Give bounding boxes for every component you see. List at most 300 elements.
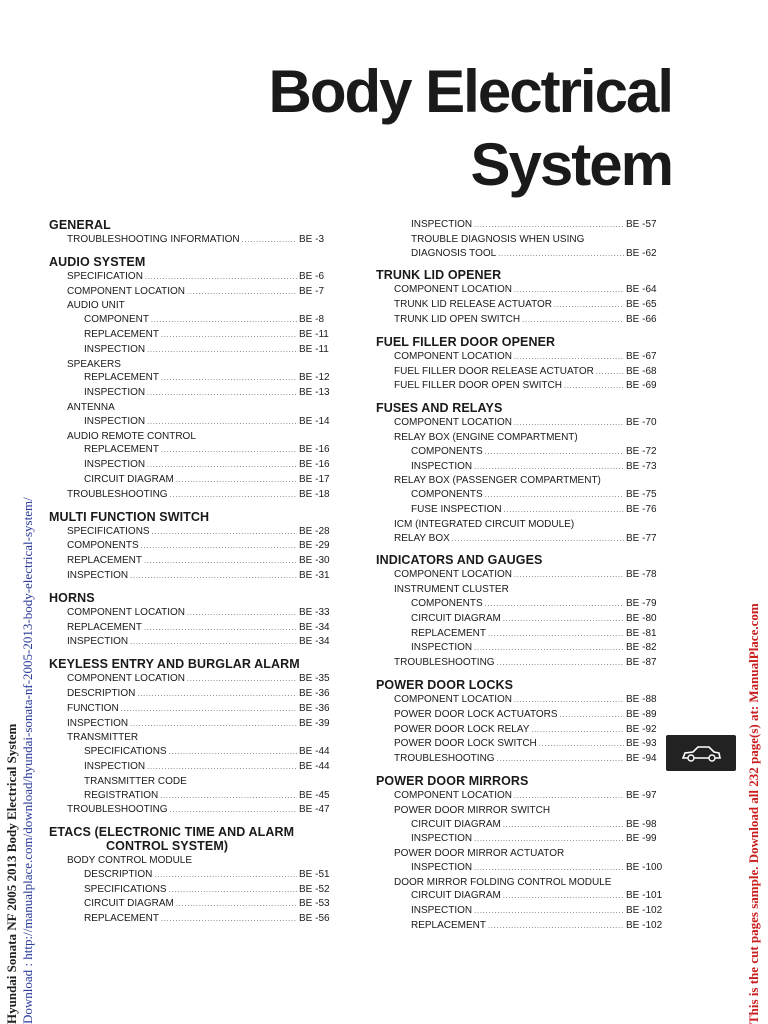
toc-left-column <box>47 218 339 927</box>
section-heading-text: POWER DOOR LOCKS <box>376 677 514 692</box>
toc-entry[interactable] <box>47 897 339 912</box>
dot-leader <box>176 473 297 488</box>
toc-entry[interactable] <box>374 693 666 708</box>
dot-leader <box>560 708 624 723</box>
toc-entry-page: BE -75 <box>626 489 657 501</box>
section-heading-text: ETACS (ELECTRONIC TIME AND ALARM <box>49 825 295 840</box>
toc-entry-label: TROUBLESHOOTING <box>394 657 495 669</box>
toc-entry[interactable] <box>47 621 339 636</box>
dot-leader <box>145 270 297 285</box>
section-heading <box>49 825 339 853</box>
toc-entry-label: COMPONENT LOCATION <box>67 606 185 618</box>
toc-entry[interactable] <box>374 283 666 298</box>
toc-entry-page: BE -65 <box>626 299 657 311</box>
toc-entry[interactable] <box>374 889 666 904</box>
toc-entry-label: COMPONENTS <box>411 489 483 501</box>
toc-entry[interactable] <box>47 717 339 732</box>
toc-entry[interactable] <box>47 883 339 898</box>
toc-entry[interactable] <box>47 386 339 401</box>
dot-leader <box>154 868 297 883</box>
toc-entry-label: DESCRIPTION <box>67 687 136 699</box>
toc-entry-page: BE -64 <box>626 284 657 296</box>
section-heading-text: TRUNK LID OPENER <box>376 268 502 283</box>
toc-entry[interactable] <box>374 737 666 752</box>
toc-subheading: TRANSMITTER <box>67 732 139 744</box>
section-heading <box>49 218 339 232</box>
section-heading-text: POWER DOOR MIRRORS <box>376 773 529 788</box>
dot-leader <box>531 723 624 738</box>
dot-leader <box>160 789 297 804</box>
dot-leader <box>452 532 624 547</box>
section-heading <box>376 335 666 349</box>
toc-entry-page: BE -88 <box>626 693 657 705</box>
toc-entry-label: INSPECTION <box>84 387 146 399</box>
dot-leader <box>539 737 624 752</box>
section-heading <box>49 255 339 269</box>
toc-entry-page: BE -36 <box>299 702 330 714</box>
toc-entry-label: CIRCUIT DIAGRAM <box>411 890 501 902</box>
dot-leader <box>130 635 297 650</box>
toc-subheading: INSTRUMENT CLUSTER <box>394 584 509 596</box>
section-heading-text: MULTI FUNCTION SWITCH <box>49 509 210 524</box>
toc-entry[interactable] <box>47 687 339 702</box>
section-heading <box>49 591 339 605</box>
toc-entry-page: BE -17 <box>299 473 330 485</box>
toc-entry-label: FUEL FILLER DOOR RELEASE ACTUATOR <box>394 365 594 377</box>
toc-entry[interactable] <box>47 745 339 760</box>
toc-entry-label: SPECIFICATION <box>67 270 143 282</box>
toc-entry-label: TROUBLESHOOTING <box>67 804 168 816</box>
toc-entry[interactable] <box>374 656 666 671</box>
dot-leader <box>147 386 297 401</box>
toc-entry[interactable] <box>47 554 339 569</box>
toc-entry[interactable] <box>47 868 339 883</box>
toc-entry-page: BE -66 <box>626 313 657 325</box>
toc-entry-label: COMPONENTS <box>67 540 139 552</box>
toc-entry[interactable] <box>47 371 339 386</box>
toc-entry-page: BE -62 <box>626 247 657 259</box>
toc-entry[interactable] <box>374 365 666 380</box>
toc-entry[interactable] <box>374 298 666 313</box>
dot-leader <box>485 597 624 612</box>
toc-subheading: SPEAKERS <box>67 358 121 370</box>
toc-entry-label: FUNCTION <box>67 702 119 714</box>
toc-entry[interactable] <box>47 458 339 473</box>
toc-entry-page: BE -34 <box>299 621 330 633</box>
toc-entry[interactable] <box>374 568 666 583</box>
section-heading-text: FUSES AND RELAYS <box>376 401 503 416</box>
toc-entry-page: BE -29 <box>299 540 330 552</box>
toc-entry[interactable] <box>374 445 666 460</box>
toc-entry-page: BE -35 <box>299 673 330 685</box>
toc-entry[interactable] <box>374 247 666 262</box>
dot-leader <box>503 818 624 833</box>
toc-entry-page: BE -102 <box>626 920 663 932</box>
toc-entry-page: BE -18 <box>299 488 330 500</box>
dot-leader <box>596 365 624 380</box>
toc-entry[interactable] <box>47 803 339 818</box>
toc-entry-page: BE -12 <box>299 372 330 384</box>
section-heading <box>376 678 666 692</box>
toc-entry[interactable] <box>374 416 666 431</box>
toc-entry-label: COMPONENT LOCATION <box>67 673 185 685</box>
section-heading <box>49 657 339 671</box>
toc-entry-label: REPLACEMENT <box>411 920 487 932</box>
page-title-line1: Body Electrical <box>268 58 672 125</box>
toc-subheading: TRANSMITTER CODE <box>84 775 187 787</box>
toc-subheading: BODY CONTROL MODULE <box>67 855 193 867</box>
toc-entry[interactable] <box>47 789 339 804</box>
dot-leader <box>187 672 297 687</box>
toc-entry-page: BE -80 <box>626 612 657 624</box>
toc-entry-label: INSPECTION <box>411 642 473 654</box>
toc-entry-label: RELAY BOX <box>394 532 450 544</box>
toc-entry-label: FUEL FILLER DOOR OPEN SWITCH <box>394 380 562 392</box>
car-icon <box>679 743 723 763</box>
toc-entry-page: BE -8 <box>299 314 325 326</box>
toc-entry-label: INSPECTION <box>411 833 473 845</box>
section-heading-text: HORNS <box>49 590 95 605</box>
toc-entry-label: COMPONENT LOCATION <box>394 350 512 362</box>
right-margin-watermark: This is the cut pages sample. Download all 232 page(s) at: ManualPlace.com <box>746 603 761 1024</box>
toc-entry-label: TROUBLESHOOTING <box>67 488 168 500</box>
toc-entry[interactable] <box>374 532 666 547</box>
section-heading-text: INDICATORS AND GAUGES <box>376 553 543 568</box>
toc-entry-page: BE -34 <box>299 636 330 648</box>
toc-entry[interactable] <box>374 789 666 804</box>
toc-entry[interactable] <box>47 328 339 343</box>
dot-leader <box>147 760 297 775</box>
toc-entry-label: TROUBLESHOOTING INFORMATION <box>67 234 240 245</box>
toc-entry-label: INSPECTION <box>84 415 146 427</box>
dot-leader <box>169 883 297 898</box>
dot-leader <box>503 612 624 627</box>
toc-entry-page: BE -77 <box>626 532 657 544</box>
toc-entry[interactable] <box>47 443 339 458</box>
dot-leader <box>170 488 297 503</box>
toc-entry-label: REPLACEMENT <box>67 555 143 567</box>
toc-entry-page: BE -81 <box>626 627 657 639</box>
toc-entry-label: COMPONENT LOCATION <box>394 789 512 801</box>
toc-entry-page: BE -13 <box>299 387 330 399</box>
dot-leader <box>474 861 624 876</box>
dot-leader <box>514 693 624 708</box>
dot-leader <box>147 343 297 358</box>
dot-leader <box>474 218 624 233</box>
toc-entry-label: COMPONENT LOCATION <box>67 285 185 297</box>
toc-entry-page: BE -73 <box>626 460 657 472</box>
dot-leader <box>176 897 297 912</box>
toc-entry[interactable] <box>374 919 666 934</box>
toc-entry-label: POWER DOOR LOCK SWITCH <box>394 738 537 750</box>
toc-entry-label: COMPONENT LOCATION <box>394 693 512 705</box>
toc-entry-page: BE -56 <box>299 913 330 925</box>
toc-entry-page: BE -16 <box>299 459 330 471</box>
dot-leader <box>147 415 297 430</box>
toc-entry[interactable] <box>47 473 339 488</box>
toc-subheading: ANTENNA <box>67 401 115 413</box>
toc-entry[interactable] <box>374 708 666 723</box>
toc-entry-label: POWER DOOR LOCK ACTUATORS <box>394 708 558 720</box>
toc-entry[interactable] <box>374 218 666 233</box>
toc-entry-label: INSPECTION <box>84 459 146 471</box>
section-heading-text: AUDIO SYSTEM <box>49 254 146 269</box>
toc-entry-page: BE -44 <box>299 760 330 772</box>
dot-leader <box>474 904 624 919</box>
toc-entry-page: BE -68 <box>626 365 657 377</box>
toc-entry-page: BE -44 <box>299 746 330 758</box>
toc-subheading: POWER DOOR MIRROR SWITCH <box>394 804 551 816</box>
dot-leader <box>474 641 624 656</box>
toc-entry[interactable] <box>374 313 666 328</box>
toc-entry-label: TRUNK LID RELEASE ACTUATOR <box>394 299 552 311</box>
toc-entry-page: BE -99 <box>626 833 657 845</box>
toc-entry-page: BE -93 <box>626 738 657 750</box>
section-heading <box>49 510 339 524</box>
toc-entry-label: COMPONENT <box>84 314 149 326</box>
page-title-line2: System <box>470 131 672 198</box>
dot-leader <box>485 488 624 503</box>
toc-entry-label: COMPONENTS <box>411 445 483 457</box>
toc-entry[interactable] <box>47 702 339 717</box>
toc-entry-page: BE -102 <box>626 905 663 917</box>
toc-entry-label: INSPECTION <box>411 861 473 873</box>
toc-entry-page: BE -94 <box>626 753 657 765</box>
dot-leader <box>161 371 297 386</box>
dot-leader <box>137 687 297 702</box>
toc-entry-page: BE -3 <box>299 234 325 245</box>
toc-entry[interactable] <box>47 285 339 300</box>
toc-entry[interactable] <box>374 641 666 656</box>
section-heading-text: GENERAL <box>49 218 111 232</box>
toc-entry[interactable] <box>374 904 666 919</box>
toc-entry-page: BE -67 <box>626 350 657 362</box>
section-tab <box>666 735 736 771</box>
section-heading <box>376 774 666 788</box>
dot-leader <box>130 569 297 584</box>
download-link-vertical[interactable]: Download : http://manualplace.com/download/hyundai-sonata-nf-2005-2013-body-electrical-system/ <box>20 497 35 1024</box>
toc-entry-label: CIRCUIT DIAGRAM <box>84 473 174 485</box>
toc-entry[interactable] <box>47 525 339 540</box>
section-heading-text: KEYLESS ENTRY AND BURGLAR ALARM <box>49 657 300 672</box>
toc-entry-page: BE -45 <box>299 789 330 801</box>
toc-entry[interactable] <box>47 343 339 358</box>
toc-entry-page: BE -79 <box>626 597 657 609</box>
dot-leader <box>514 789 624 804</box>
dot-leader <box>130 717 297 732</box>
toc-entry-page: BE -78 <box>626 569 657 581</box>
toc-entry-page: BE -31 <box>299 569 330 581</box>
toc-entry-label: REPLACEMENT <box>84 328 160 340</box>
toc-entry-page: BE -11 <box>299 343 329 355</box>
toc-subheading: AUDIO UNIT <box>67 300 125 312</box>
toc-entry-page: BE -100 <box>626 861 663 873</box>
dot-leader <box>514 416 624 431</box>
toc-entry-label: REPLACEMENT <box>84 372 160 384</box>
toc-entry-label: INSPECTION <box>411 219 473 230</box>
dot-leader <box>497 656 624 671</box>
toc-entry-page: BE -14 <box>299 415 330 427</box>
dot-leader <box>504 503 624 518</box>
toc-entry-label: REGISTRATION <box>84 789 159 801</box>
section-heading-text: FUEL FILLER DOOR OPENER <box>376 334 556 349</box>
toc-entry[interactable] <box>374 832 666 847</box>
toc-entry[interactable] <box>47 760 339 775</box>
toc-entry[interactable] <box>47 415 339 430</box>
toc-entry-label: SPECIFICATIONS <box>84 746 167 758</box>
toc-entry-label: REPLACEMENT <box>67 621 143 633</box>
toc-entry-label: INSPECTION <box>411 905 473 917</box>
toc-entry-label: COMPONENTS <box>411 597 483 609</box>
toc-entry[interactable] <box>374 488 666 503</box>
dot-leader <box>497 752 624 767</box>
toc-entry-label: SPECIFICATIONS <box>67 525 150 537</box>
toc-entry-page: BE -16 <box>299 444 330 456</box>
toc-entry-label: CIRCUIT DIAGRAM <box>84 898 174 910</box>
toc-entry[interactable] <box>47 270 339 285</box>
dot-leader <box>503 889 624 904</box>
toc-entry-page: BE -98 <box>626 818 657 830</box>
dot-leader <box>187 285 297 300</box>
toc-entry[interactable] <box>374 503 666 518</box>
toc-entry[interactable] <box>47 233 339 248</box>
toc-entry-page: BE -87 <box>626 657 657 669</box>
toc-entry-label: FUSE INSPECTION <box>411 503 502 515</box>
dot-leader <box>474 460 624 475</box>
dot-leader <box>242 233 297 248</box>
toc-entry-page: BE -101 <box>626 890 663 902</box>
dot-leader <box>554 298 624 313</box>
dot-leader <box>564 379 624 394</box>
section-heading <box>376 401 666 415</box>
toc-entry-label: REPLACEMENT <box>84 913 160 925</box>
toc-entry[interactable] <box>374 818 666 833</box>
dot-leader <box>498 247 624 262</box>
dot-leader <box>152 525 297 540</box>
toc-entry-page: BE -92 <box>626 723 657 735</box>
section-heading <box>376 553 666 567</box>
toc-entry-label: SPECIFICATIONS <box>84 883 167 895</box>
toc-entry-label: CIRCUIT DIAGRAM <box>411 612 501 624</box>
toc-subheading: TROUBLE DIAGNOSIS WHEN USING <box>411 233 585 245</box>
dot-leader <box>514 568 624 583</box>
toc-entry[interactable] <box>47 569 339 584</box>
manual-title-vertical: Hyundai Sonata NF 2005 2013 Body Electrical System <box>4 723 19 1024</box>
toc-entry-label: POWER DOOR LOCK RELAY <box>394 723 530 735</box>
toc-entry-label: CIRCUIT DIAGRAM <box>411 818 501 830</box>
toc-entry-label: REPLACEMENT <box>411 627 487 639</box>
toc-entry-page: BE -69 <box>626 380 657 392</box>
toc-entry-label: COMPONENT LOCATION <box>394 417 512 429</box>
toc-entry-page: BE -57 <box>626 219 657 230</box>
dot-leader <box>522 313 624 328</box>
toc-entry[interactable] <box>47 313 339 328</box>
dot-leader <box>161 328 297 343</box>
toc-entry-page: BE -52 <box>299 883 330 895</box>
toc-entry-label: INSPECTION <box>84 343 146 355</box>
toc-entry-page: BE -11 <box>299 328 329 340</box>
toc-entry-page: BE -30 <box>299 555 330 567</box>
dot-leader <box>170 803 297 818</box>
toc-entry-label: TRUNK LID OPEN SWITCH <box>394 313 521 325</box>
toc-subheading: DOOR MIRROR FOLDING CONTROL MODULE <box>394 876 612 888</box>
dot-leader <box>514 350 624 365</box>
dot-leader <box>488 627 624 642</box>
toc-entry[interactable] <box>374 350 666 365</box>
dot-leader <box>151 313 297 328</box>
toc-entry-label: INSPECTION <box>84 760 146 772</box>
dot-leader <box>121 702 297 717</box>
dot-leader <box>187 606 297 621</box>
toc-entry-page: BE -97 <box>626 789 657 801</box>
toc-entry[interactable] <box>47 635 339 650</box>
toc-entry-page: BE -47 <box>299 804 330 816</box>
toc-entry[interactable] <box>374 752 666 767</box>
toc-entry-label: DESCRIPTION <box>84 868 153 880</box>
dot-leader <box>147 458 297 473</box>
toc-entry[interactable] <box>374 627 666 642</box>
toc-entry[interactable] <box>374 460 666 475</box>
toc-entry-label: DIAGNOSIS TOOL <box>411 247 497 259</box>
toc-entry[interactable] <box>374 723 666 738</box>
toc-entry-label: INSPECTION <box>67 636 129 648</box>
toc-entry[interactable] <box>47 539 339 554</box>
toc-entry-label: INSPECTION <box>67 569 129 581</box>
toc-entry[interactable] <box>374 597 666 612</box>
toc-entry[interactable] <box>47 912 339 927</box>
toc-entry[interactable] <box>47 606 339 621</box>
toc-entry-page: BE -36 <box>299 687 330 699</box>
toc-entry[interactable] <box>374 379 666 394</box>
toc-subheading: RELAY BOX (ENGINE COMPARTMENT) <box>394 431 578 443</box>
toc-entry-page: BE -7 <box>299 285 325 297</box>
dot-leader <box>161 912 297 927</box>
dot-leader <box>514 283 624 298</box>
section-heading <box>376 268 666 282</box>
toc-entry-page: BE -28 <box>299 525 330 537</box>
toc-right-column <box>374 218 666 934</box>
toc-entry-label: INSPECTION <box>67 717 129 729</box>
toc-entry[interactable] <box>47 488 339 503</box>
toc-entry-page: BE -53 <box>299 898 330 910</box>
dot-leader <box>161 443 297 458</box>
toc-entry-label: TROUBLESHOOTING <box>394 753 495 765</box>
toc-entry-label: REPLACEMENT <box>84 444 160 456</box>
toc-entry-label: COMPONENT LOCATION <box>394 284 512 296</box>
toc-entry-page: BE -39 <box>299 717 330 729</box>
section-heading-text-cont: CONTROL SYSTEM) <box>106 839 229 854</box>
toc-entry[interactable] <box>374 612 666 627</box>
toc-subheading: AUDIO REMOTE CONTROL <box>67 430 196 442</box>
toc-entry[interactable] <box>374 861 666 876</box>
dot-leader <box>488 919 624 934</box>
toc-subheading: RELAY BOX (PASSENGER COMPARTMENT) <box>394 475 601 487</box>
dot-leader <box>141 539 297 554</box>
toc-entry-label: COMPONENT LOCATION <box>394 569 512 581</box>
toc-subheading: POWER DOOR MIRROR ACTUATOR <box>394 848 565 860</box>
toc-entry-page: BE -89 <box>626 708 657 720</box>
toc-entry-label: INSPECTION <box>411 460 473 472</box>
dot-leader <box>144 621 297 636</box>
toc-entry-page: BE -51 <box>299 868 330 880</box>
dot-leader <box>485 445 624 460</box>
toc-entry-page: BE -33 <box>299 606 330 618</box>
toc-entry[interactable] <box>47 672 339 687</box>
toc-entry-page: BE -76 <box>626 503 657 515</box>
toc-entry-page: BE -82 <box>626 642 657 654</box>
toc-entry-page: BE -6 <box>299 270 325 282</box>
toc-entry-page: BE -72 <box>626 445 657 457</box>
